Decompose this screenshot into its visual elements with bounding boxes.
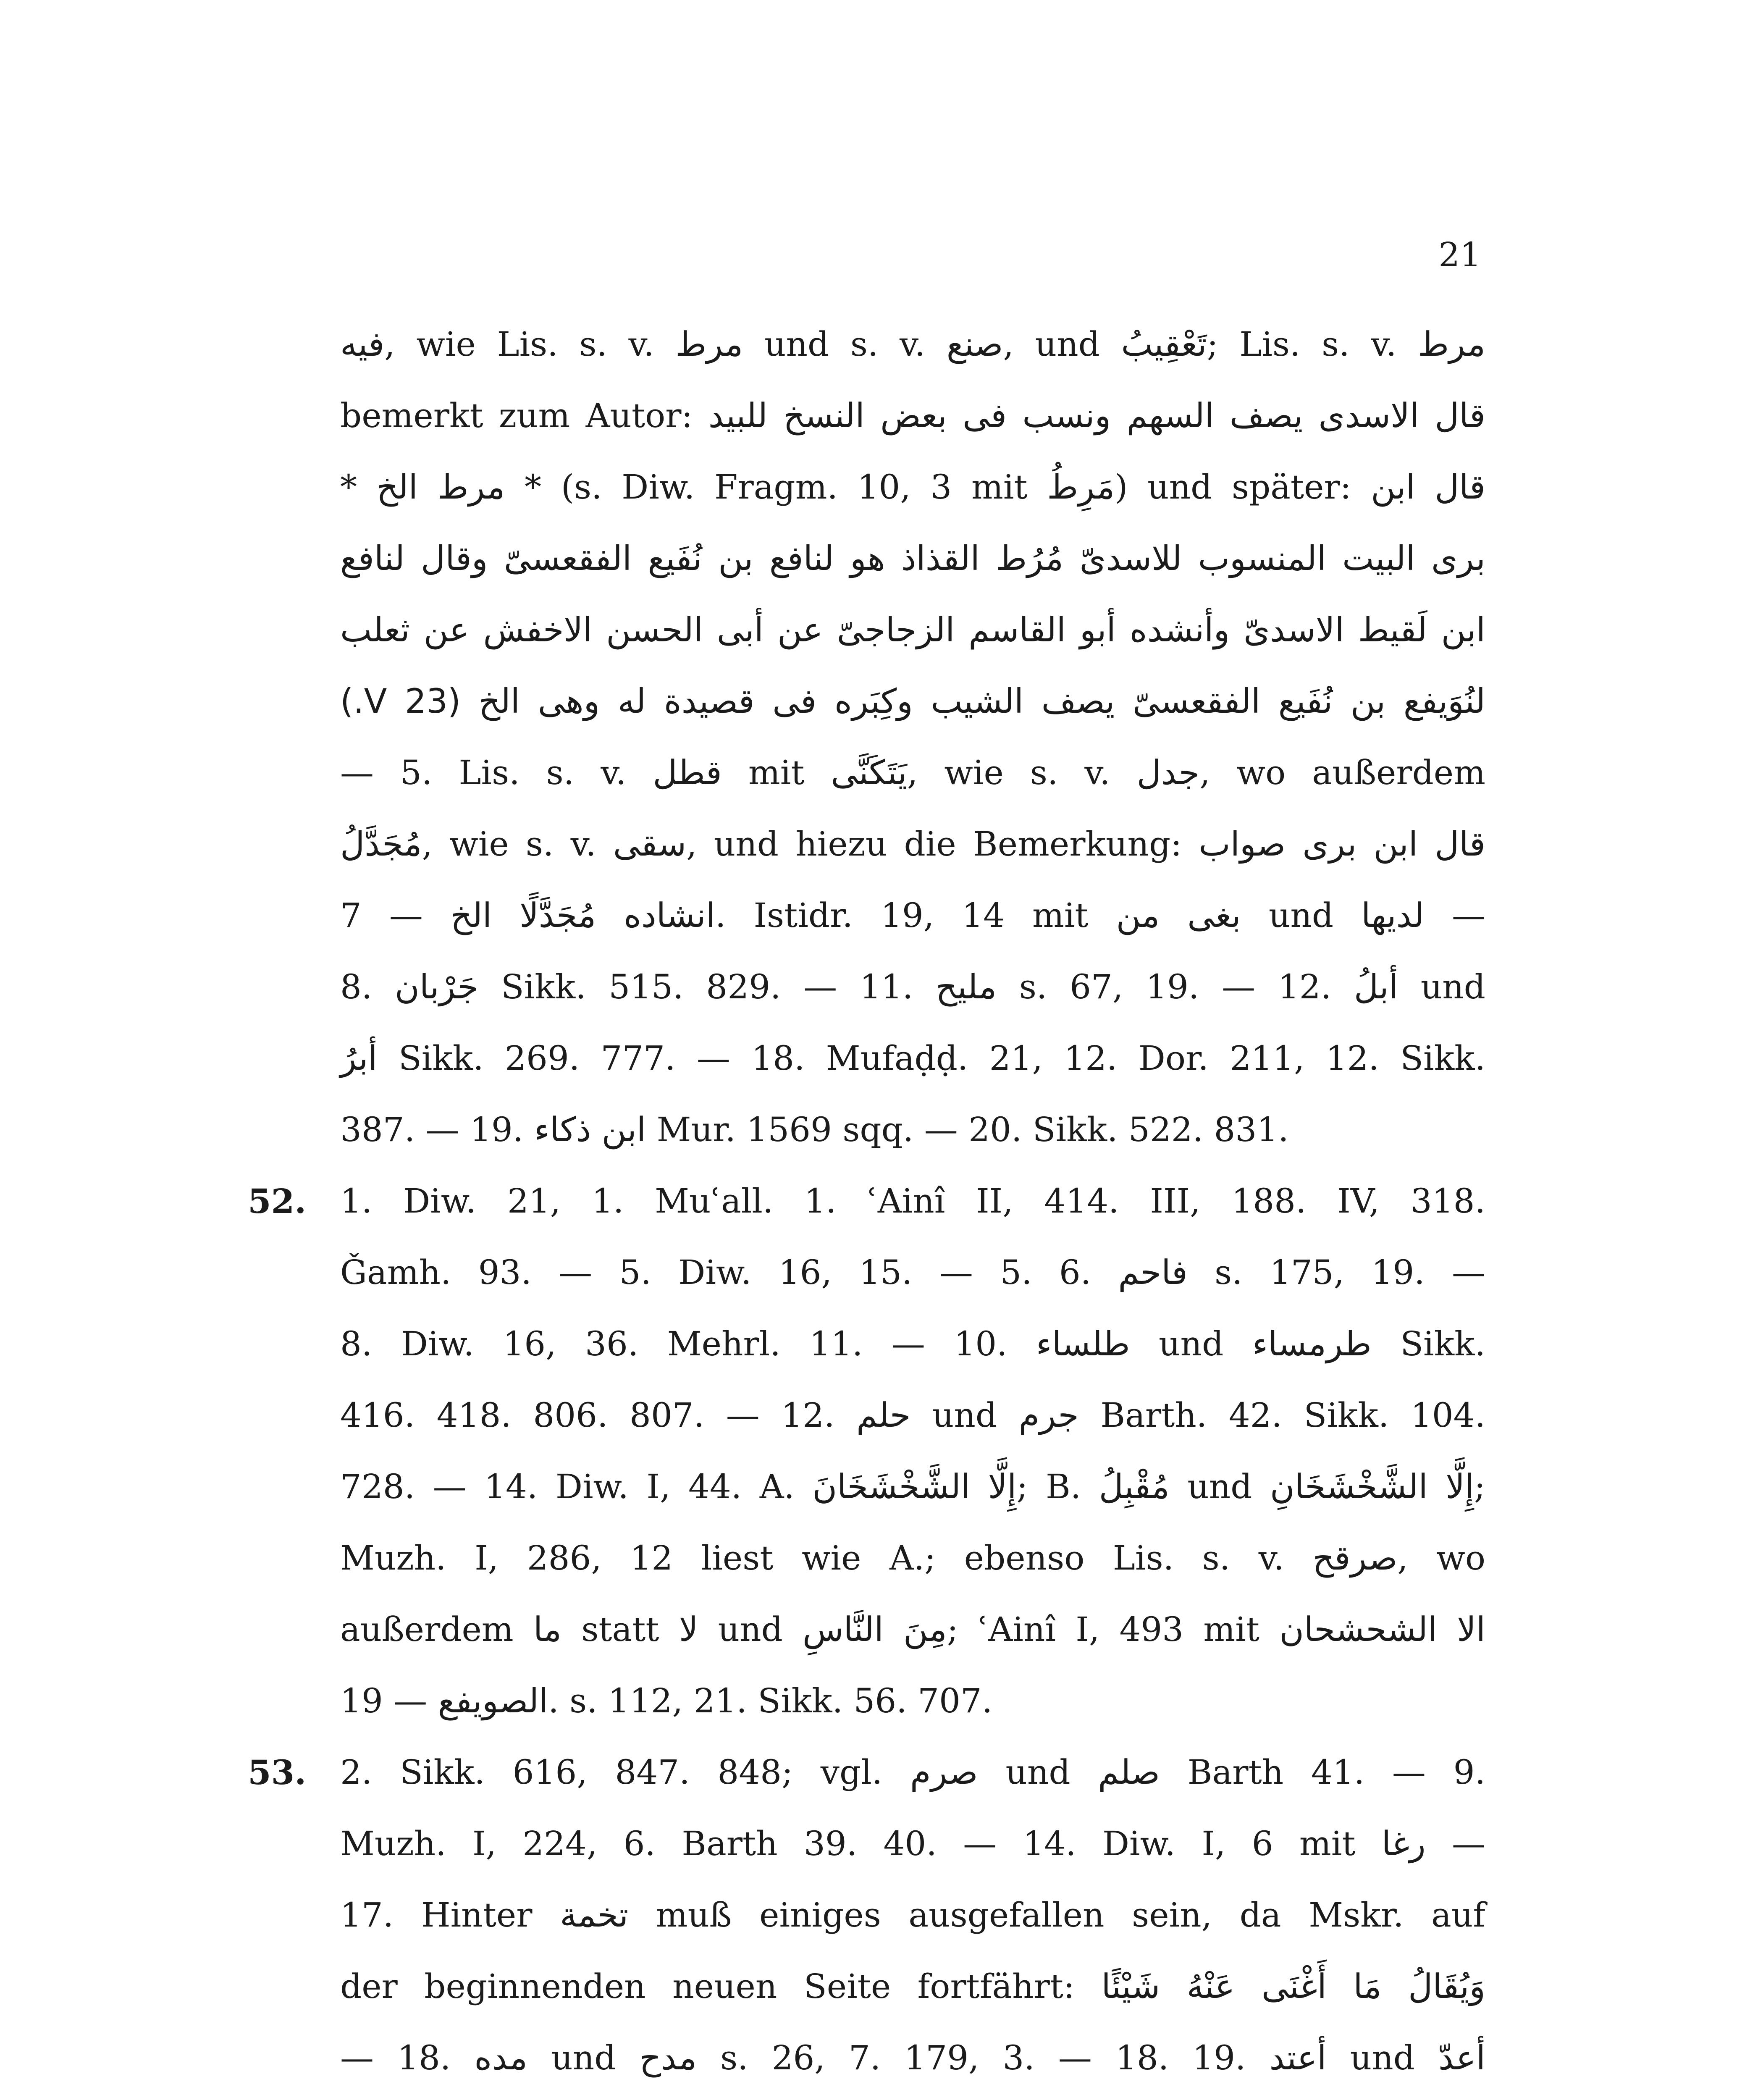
continuation-paragraph	[340, 309, 1485, 1166]
text-line	[340, 2094, 1485, 2100]
text-line: 728. — 14. Diw. I, 44. A. إِلَّا الشَّخْشَخَانَ; B. مُقْبِلُ und إِلَّا الشَّخْشَخَانِ;	[340, 1467, 1485, 1506]
arabic-text-line: برى البيت المنسوب للاسدىّ مُرُط القذاذ هو لنافع بن نُفَيع الفقعسىّ وقال لنافع	[340, 539, 1485, 578]
entry-number: 52.	[248, 1181, 307, 1221]
text-line: 8. Diw. 16, 36. Mehrl. 11. — 10. طلساء und طرمساء Sikk.	[340, 1324, 1485, 1363]
text-line: 8. جَرْبان Sikk. 515. 829. — 11. مليح s. 67, 19. — 12. أبلُ und	[340, 967, 1486, 1006]
text-line: — 18. مده und مدح s. 26, 7. 179, 3. — 18. 19. أعتد und أعدّ	[340, 2038, 1485, 2077]
text-line: 1. Diw. 21, 1. Muʿall. 1. ʿAinî II, 414. III, 188. IV, 318.	[340, 1181, 1485, 1221]
arabic-text-line: لنُوَيفع بن نُفَيع الفقعسىّ يصف الشيب وكِبَره فى قصيدة له وهى الخ (23 V.)	[340, 682, 1485, 721]
text-line: Ǧamh. 93. — 5. Diw. 16, 15. — 5. 6. فاحم s. 175, 19. —	[340, 1253, 1486, 1292]
text-line: أبرُ Sikk. 269. 777. — 18. Mufaḍḍ. 21, 12. Dor. 211, 12. Sikk.	[340, 1039, 1485, 1078]
text-line: bemerkt zum Autor: قال الاسدى يصف السهم ونسب فى بعض النسخ للبيد	[340, 396, 1486, 435]
page-body	[248, 309, 1486, 2100]
text-line: Muzh. I, 286, 12 liest wie A.; ebenso Lis. s. v. صرقح, wo	[340, 1538, 1486, 1578]
text-line: انشاده مُجَدَّلًا الخ — 7. Istidr. 19, 14 mit بغى من und لديها —	[340, 896, 1486, 935]
text-line: 416. 418. 806. 807. — 12. حلم und جرم Barth. 42. Sikk. 104.	[340, 1396, 1485, 1435]
text-line: der beginnenden neuen Seite fortfährt: وَيُقَالُ مَا أَغْنَى عَنْهُ شَيْئًا	[340, 1967, 1486, 2006]
text-line: مُجَدَّلُ, wie s. v. سقى, und hiezu die Bemerkung: قال ابن برى صواب	[340, 824, 1486, 864]
text-line: 387. — 19. ابن ذكاء Mur. 1569 sqq. — 20. Sikk. 522. 831.	[340, 1110, 1289, 1149]
page-number: 21	[1438, 235, 1481, 274]
entry-52	[248, 1166, 1486, 1737]
text-line: außerdem ما statt لا und مِنَ النَّاسِ; ʿAinî I, 493 mit الا الشحشحان	[340, 1610, 1485, 1649]
text-line: الصويفع — 19. s. 112, 21. Sikk. 56. 707.	[340, 1681, 993, 1720]
text-line: 17. Hinter تخمة muß einiges ausgefallen sein, da Mskr. auf	[340, 1895, 1485, 1935]
text-line: * مرط الخ * (s. Diw. Fragm. 10, 3 mit مَرِطُ) und später: قال ابن	[340, 467, 1486, 507]
text-line: فيه, wie Lis. s. v. مرط und s. v. صنع, und تَعْقِيبُ; Lis. s. v. مرط	[340, 325, 1486, 364]
arabic-text-line: ابن لَقيط الاسدىّ وأنشده أبو القاسم الزجاجىّ عن أبى الحسن الاخفش عن ثعلب	[340, 610, 1485, 649]
text-line: — 5. Lis. s. v. قطل mit يَتَكَنَّى, wie s. v. جدل, wo außerdem	[340, 753, 1486, 792]
entry-number: 53.	[248, 1753, 307, 1792]
entry-53	[248, 1737, 1486, 2100]
text-line: Muzh. I, 224, 6. Barth 39. 40. — 14. Diw. I, 6 mit رغا —	[340, 1824, 1485, 1863]
text-line: 2. Sikk. 616, 847. 848; vgl. صرم und صلم Barth 41. — 9.	[340, 1753, 1485, 1792]
